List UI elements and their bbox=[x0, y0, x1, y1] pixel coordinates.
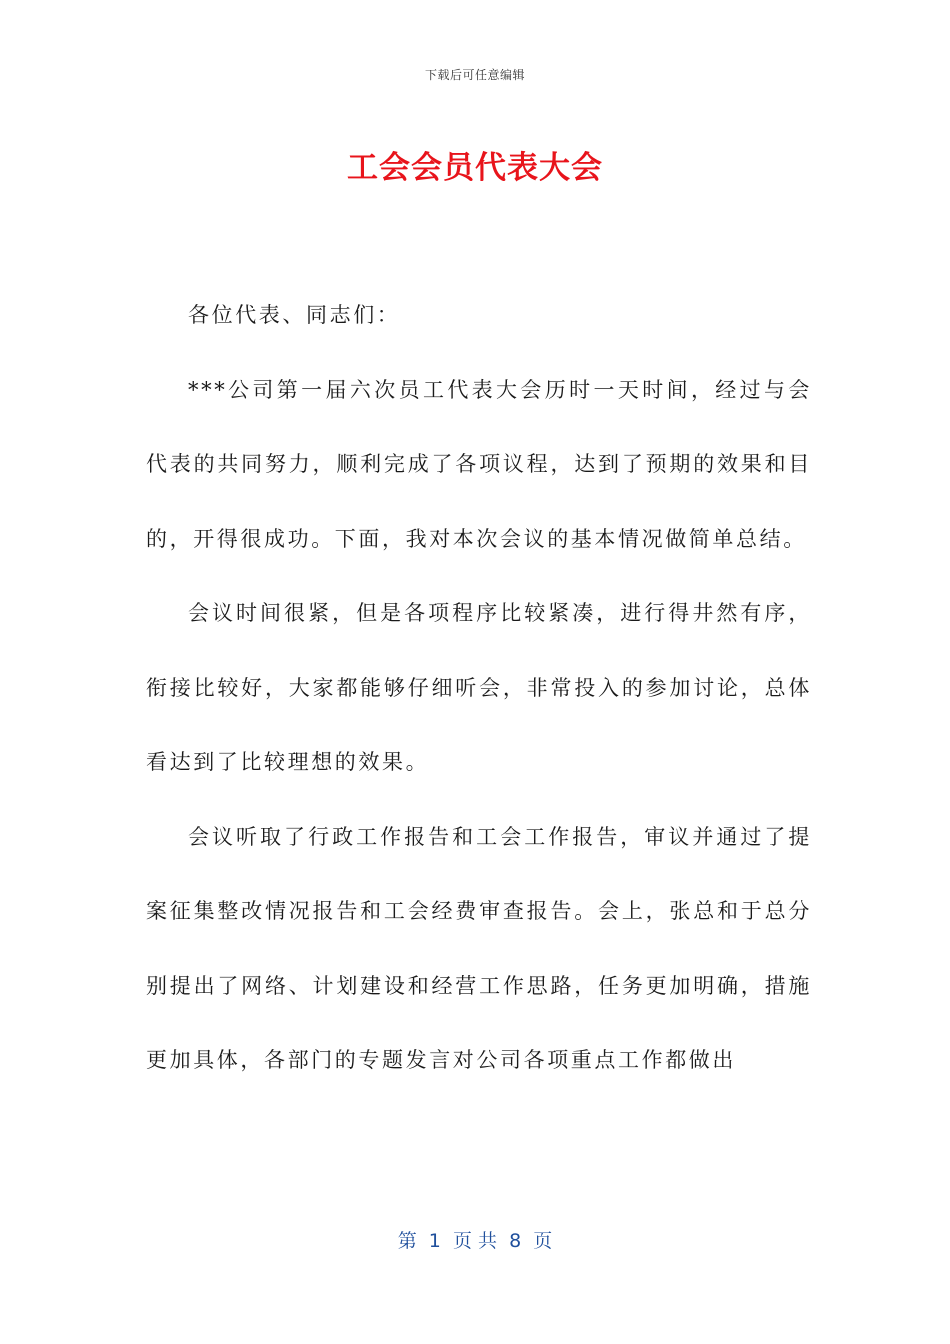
document-title: 工会会员代表大会 bbox=[347, 150, 603, 186]
greeting: 各位代表、同志们： bbox=[188, 303, 401, 327]
paragraph-1: ***公司第一届六次员工代表大会历时一天时间，经过与会代表的共同努力，顺利完成了各项议程，达到了预期的效果和目的，开得很成功。下面，我对本次会议的基本情况做简单总结。 bbox=[146, 377, 812, 551]
paragraph-2: 会议时间很紧，但是各项程序比较紧凑，进行得井然有序，衔接比较好，大家都能够仔细听会，非常投入的参加讨论，总体看达到了比较理想的效果。 bbox=[146, 601, 812, 774]
header-note: 下载后可任意编辑 bbox=[424, 68, 525, 82]
page-number-footer: 第 1 页 共 8 页 bbox=[397, 1230, 553, 1252]
paragraph-3: 会议听取了行政工作报告和工会工作报告，审议并通过了提案征集整改情况报告和工会经费审查报告。会上，张总和于总分别提出了网络、计划建设和经营工作思路，任务更加明确，措施更加具体，各部门的专题发言对公司各项重点工作都做出 bbox=[146, 824, 812, 1072]
document-body bbox=[146, 278, 812, 1098]
